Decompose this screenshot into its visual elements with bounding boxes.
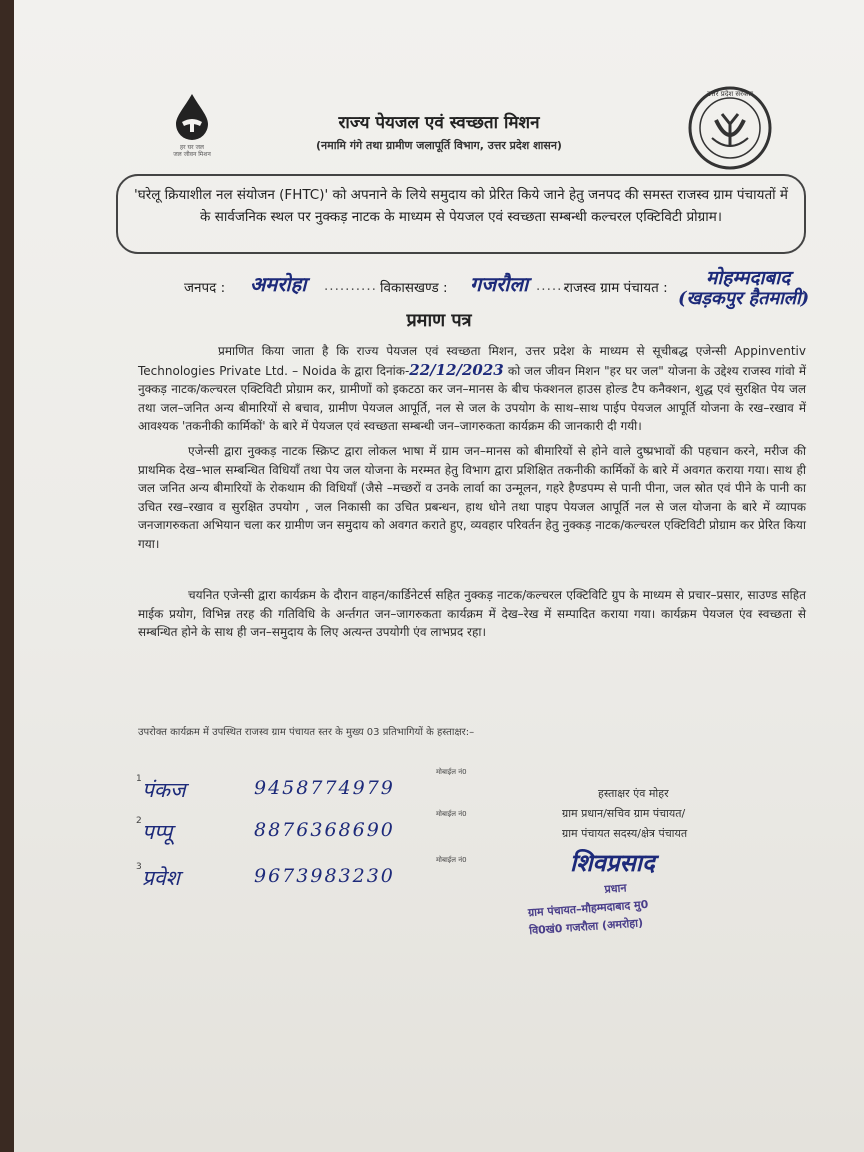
participant-phone: 8876368690 — [254, 819, 395, 841]
gram-panchayat-value: मोहम्मदाबाद — [706, 267, 791, 289]
mobile-label: मोबाईल नं0 — [436, 810, 467, 818]
participant-row — [136, 856, 476, 896]
gram-panchayat-label: राजस्व ग्राम पंचायत : — [564, 280, 668, 296]
participants-note: उपरोक्त कार्यक्रम में उपस्थित राजस्व ग्राम पंचायत स्तर के मुख्य 03 प्रतिभागियों के हस्ताक्षर:– — [138, 727, 475, 738]
emblem-text: उत्तर प्रदेश सरकार — [706, 90, 754, 98]
sign-seal-label: हस्ताक्षर एंव मोहर — [598, 787, 669, 800]
mobile-label: मोबाईल नं0 — [436, 856, 467, 864]
certificate-page — [14, 0, 864, 1152]
participant-row — [136, 810, 476, 850]
participant-index: 3 — [136, 862, 142, 872]
paragraph-1-a: प्रमाणित किया जाता है कि राज्य पेयजल एवं स्वच्छता मिशन, उत्तर प्रदेश के माध्यम से सूचीबद्ध एजेन्सी Appinventiv Technologies Private Ltd. – Noida के द्वारा दिनांक- — [138, 344, 806, 378]
participant-phone: 9458774979 — [254, 777, 395, 799]
participant-index: 1 — [136, 774, 142, 784]
block-dots: ...... — [536, 278, 568, 294]
mobile-label: मोबाईल नं0 — [436, 768, 467, 776]
program-date: 22/12/2023 — [409, 360, 504, 379]
gram-panchayat-stamp — [526, 874, 710, 946]
paragraph-2: एजेन्सी द्वारा नुक्कड़ नाटक स्क्रिप्ट द्वारा लोकल भाषा में ग्राम जन–मानस को बीमारियों से होने वाले दुष्प्रभावों की पहचान करने, मरीज की प्राथमिक देख–भाल सम्बन्धित विधियाँ तथा पेय जल योजना के मरम्मत हेतु विभाग द्वारा प्रशिक्षित तकनीकी कार्मिकों के बारे में अवगत कराया गया। साथ ही जल जनित अन्य बीमारियों के रोकथाम की विधियाँ (जैसे –मच्छरों व उनके लार्वा का उन्मूलन, गहरे हैण्डपम्प से पानी पीना, जल स्रोत एवं पीने के पानी का उचित रख–रखाव व सुरक्षित उपयोग , जल निकासी का उचित प्रबन्धन, हाथ धोने तथा पाइप पेयजल आपूर्ति नल से जल योजना के बारे में व्यापक जनजागरुकता अभियान चला कर ग्रामीण जन समुदाय को अवगत कराते हुए, व्यवहार परिवर्तन हेतु नुक्कड़ नाटक/कल्चरल एक्टिविटी प्रोग्राम कर प्रेरित किया गया। — [138, 444, 806, 551]
district-value: अमरोहा — [250, 272, 307, 296]
signatory-roles-1: ग्राम प्रधान/सचिव ग्राम पंचायत/ — [562, 807, 686, 820]
participant-name: प्रवेश — [142, 866, 180, 890]
participant-phone: 9673983230 — [254, 865, 395, 887]
gram-panchayat-value-2: (खड़कपुर हैतमाली) — [678, 288, 810, 309]
block-value: गजरौला — [470, 272, 529, 296]
participant-name: पंकज — [142, 778, 186, 802]
signatory-roles-2: ग्राम पंचायत सदस्य/क्षेत्र पंचायत — [562, 827, 688, 840]
logo-caption: हर घर जल जल जीवन मिशन — [173, 144, 211, 158]
pradhan-signature: शिवप्रसाद — [570, 848, 655, 877]
mission-title: राज्य पेयजल एवं स्वच्छता मिशन — [338, 113, 540, 133]
mission-subtitle: (नमामि गंगे तथा ग्रामीण जलापूर्ति विभाग, उत्तर प्रदेश शासन) — [316, 139, 562, 152]
participant-row — [136, 768, 476, 808]
district-dots: .......... — [324, 278, 377, 294]
paragraph-1-b: को जल जीवन मिशन "हर घर जल" योजना के उद्देश्य राजस्व गांवो में नुक्कड़ नाटक/कल्चरल एक्टिविटी प्रोग्राम कर, ग्रामीणों को इकटठा कर जन–मानस के बीच फंक्शनल हाउस होल्ड टैप कनैक्शन, शुद्ध एवं सुरक्षित पेय जल तथा जल–जनित अन्य बीमारियों से बचाव, ग्रामीण पेयजल आपूर्ति, नल से जल के उपयोग के साथ–साथ पाईप पेयजल आपूर्ति योजना के रख–रखाव में आवश्यक 'तकनीकी कार्मिकों' के बारे में पेयजल एवं स्वच्छता सम्बन्धी जन–जागरुकता कार्यक्रम की जानकारी दी गयी। — [138, 363, 806, 433]
block-label: विकासखण्ड : — [380, 280, 448, 296]
district-label: जनपद : — [184, 280, 226, 296]
paragraph-1 — [138, 342, 806, 436]
stamp-role: प्रधान — [604, 881, 627, 896]
participant-index: 2 — [136, 816, 142, 826]
stamp-line-2: वि0खं0 गजरौला (अमरोहा) — [528, 916, 644, 938]
participant-name: पप्पू — [142, 820, 173, 844]
stamp-line-1: ग्राम पंचायत–मौहम्मदाबाद मु0 — [527, 897, 649, 920]
program-description-box: 'घरेलू क्रियाशील नल संयोजन (FHTC)' को अपनाने के लिये समुदाय को प्रेरित किये जाने हेतु जनपद की समस्त राजस्व ग्राम पंचायतों में के सार्वजनिक स्थल पर नुक्कड़ नाटक के माध्यम से पेयजल एवं स्वच्छता सम्बन्धी कल्चरल एक्टिविटी प्रोग्राम। — [116, 174, 806, 254]
paragraph-3: चयनित एजेन्सी द्वारा कार्यक्रम के दौरान वाहन/कार्डिनेटर्स सहित नुक्कड़ नाटक/कल्चरल एक्टिविटि ग्रुप के माध्यम से प्रचार–प्रसार, साउण्ड सहित माईक प्रयोग, विभिन्न तरह की गतिविधि के अर्न्तगत जन–जागरुकता कार्यक्रम में देख–रेख में सम्पादित कराया गया। कार्यक्रम पेयजल एंव स्वच्छता से सम्बन्धित होने के साथ ही जन–समुदाय के लिए अत्यन्त उपयोगी एंव लाभप्रद रहा। — [138, 588, 806, 639]
certificate-title: प्रमाण पत्र — [406, 310, 472, 331]
